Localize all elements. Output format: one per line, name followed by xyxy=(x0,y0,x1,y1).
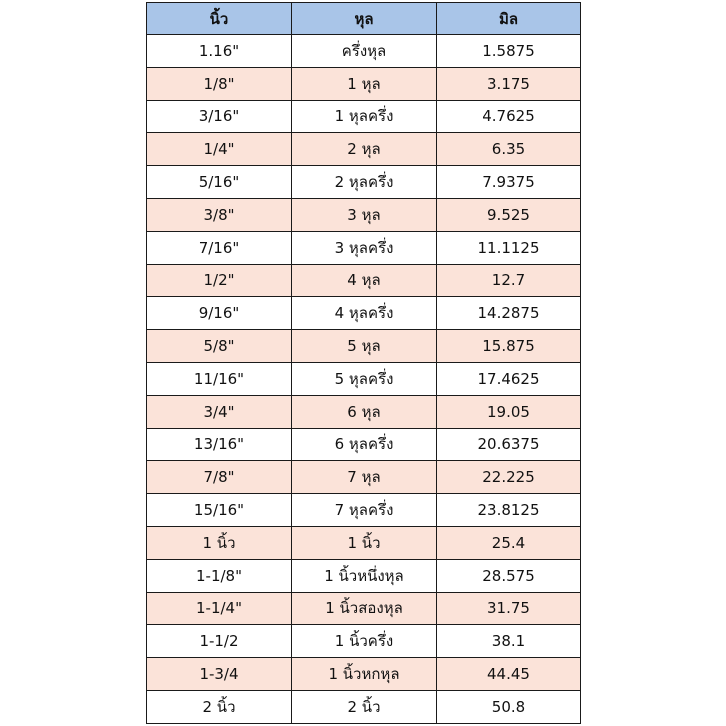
cell-inch: 1-1/4" xyxy=(147,592,292,625)
cell-mm: 7.9375 xyxy=(437,166,581,199)
header-inch: นิ้ว xyxy=(147,3,292,35)
table-body xyxy=(147,35,581,724)
cell-inch: 1-1/8" xyxy=(147,559,292,592)
cell-hun: 7 หุล xyxy=(292,461,437,494)
cell-hun: 1 นิ้วครึ่ง xyxy=(292,625,437,658)
table-row xyxy=(147,67,581,100)
cell-inch: 1/4" xyxy=(147,133,292,166)
cell-mm: 11.1125 xyxy=(437,231,581,264)
cell-hun: 2 หุล xyxy=(292,133,437,166)
cell-mm: 28.575 xyxy=(437,559,581,592)
table-row xyxy=(147,264,581,297)
cell-mm: 25.4 xyxy=(437,526,581,559)
table-header xyxy=(147,3,581,35)
cell-hun: 1 หุลครึ่ง xyxy=(292,100,437,133)
cell-inch: 1 นิ้ว xyxy=(147,526,292,559)
cell-inch: 5/8" xyxy=(147,330,292,363)
cell-mm: 6.35 xyxy=(437,133,581,166)
cell-hun: 1 หุล xyxy=(292,67,437,100)
table-row xyxy=(147,330,581,363)
table-row xyxy=(147,35,581,68)
cell-inch: 7/16" xyxy=(147,231,292,264)
cell-hun: ครึ่งหุล xyxy=(292,35,437,68)
cell-mm: 50.8 xyxy=(437,690,581,723)
cell-mm: 9.525 xyxy=(437,198,581,231)
table-row xyxy=(147,526,581,559)
unit-conversion-table xyxy=(146,2,581,724)
cell-hun: 5 หุลครึ่ง xyxy=(292,362,437,395)
cell-hun: 3 หุลครึ่ง xyxy=(292,231,437,264)
cell-inch: 1-1/2 xyxy=(147,625,292,658)
cell-mm: 1.5875 xyxy=(437,35,581,68)
table-row xyxy=(147,658,581,691)
table-row xyxy=(147,559,581,592)
table-row xyxy=(147,231,581,264)
table-row xyxy=(147,198,581,231)
cell-mm: 15.875 xyxy=(437,330,581,363)
cell-inch: 7/8" xyxy=(147,461,292,494)
cell-hun: 3 หุล xyxy=(292,198,437,231)
cell-inch: 3/8" xyxy=(147,198,292,231)
cell-mm: 31.75 xyxy=(437,592,581,625)
cell-hun: 6 หุลครึ่ง xyxy=(292,428,437,461)
table-row xyxy=(147,297,581,330)
cell-hun: 1 นิ้ว xyxy=(292,526,437,559)
cell-mm: 20.6375 xyxy=(437,428,581,461)
table-row xyxy=(147,362,581,395)
cell-inch: 1/2" xyxy=(147,264,292,297)
cell-hun: 4 หุลครึ่ง xyxy=(292,297,437,330)
header-mm: มิล xyxy=(437,3,581,35)
cell-mm: 19.05 xyxy=(437,395,581,428)
cell-inch: 3/4" xyxy=(147,395,292,428)
table-row xyxy=(147,428,581,461)
cell-hun: 6 หุล xyxy=(292,395,437,428)
cell-hun: 7 หุลครึ่ง xyxy=(292,494,437,527)
table-row xyxy=(147,494,581,527)
cell-mm: 22.225 xyxy=(437,461,581,494)
table-row xyxy=(147,461,581,494)
cell-inch: 11/16" xyxy=(147,362,292,395)
cell-inch: 9/16" xyxy=(147,297,292,330)
cell-inch: 1/8" xyxy=(147,67,292,100)
cell-mm: 14.2875 xyxy=(437,297,581,330)
header-hun: หุล xyxy=(292,3,437,35)
table-row xyxy=(147,133,581,166)
header-row xyxy=(147,3,581,35)
cell-hun: 1 นิ้วสองหุล xyxy=(292,592,437,625)
cell-mm: 3.175 xyxy=(437,67,581,100)
cell-mm: 12.7 xyxy=(437,264,581,297)
table-row xyxy=(147,100,581,133)
table-row xyxy=(147,395,581,428)
cell-hun: 4 หุล xyxy=(292,264,437,297)
cell-inch: 3/16" xyxy=(147,100,292,133)
cell-inch: 1.16" xyxy=(147,35,292,68)
cell-inch: 1-3/4 xyxy=(147,658,292,691)
cell-hun: 2 หุลครึ่ง xyxy=(292,166,437,199)
cell-hun: 1 นิ้วหนึ่งหุล xyxy=(292,559,437,592)
cell-mm: 23.8125 xyxy=(437,494,581,527)
cell-hun: 2 นิ้ว xyxy=(292,690,437,723)
cell-mm: 38.1 xyxy=(437,625,581,658)
cell-inch: 2 นิ้ว xyxy=(147,690,292,723)
table-row xyxy=(147,625,581,658)
table-row xyxy=(147,166,581,199)
cell-inch: 13/16" xyxy=(147,428,292,461)
cell-inch: 5/16" xyxy=(147,166,292,199)
cell-mm: 17.4625 xyxy=(437,362,581,395)
cell-inch: 15/16" xyxy=(147,494,292,527)
cell-hun: 1 นิ้วหกหุล xyxy=(292,658,437,691)
cell-hun: 5 หุล xyxy=(292,330,437,363)
table-row xyxy=(147,592,581,625)
cell-mm: 44.45 xyxy=(437,658,581,691)
table-row xyxy=(147,690,581,723)
cell-mm: 4.7625 xyxy=(437,100,581,133)
